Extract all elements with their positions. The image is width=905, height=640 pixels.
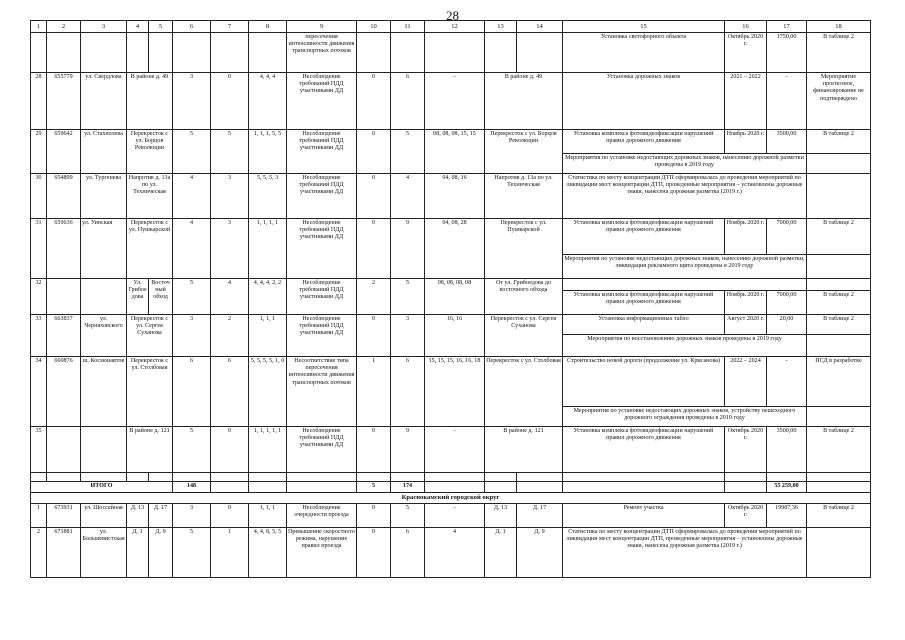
table-cell: 5: [391, 279, 425, 315]
table-cell: 34: [31, 357, 47, 427]
table-cell: Напротив д. 13а по ул. Техническая: [485, 174, 563, 219]
header-cell: 1: [31, 21, 47, 33]
table-cell: 2: [211, 315, 249, 357]
table-cell: Несоблюдение требований ПДД участниками ДД: [287, 174, 357, 219]
table-cell: 3: [173, 503, 211, 527]
table-cell: В таблице 2: [807, 219, 871, 255]
table-cell: Превышение скоростного режима, нарушение правил проезда: [287, 527, 357, 577]
table-row: [31, 219, 871, 255]
table-cell: Ремонт участка: [563, 503, 725, 527]
table-cell: 32: [31, 279, 47, 315]
table-cell: 5: [173, 427, 211, 473]
header-cell: 9: [287, 21, 357, 33]
header-cell: 14: [517, 21, 563, 33]
table-cell: ул. Тургенева: [81, 174, 127, 219]
table-cell: Восточный обход: [149, 279, 173, 315]
table-cell: Строительство новой дороги (продолжение ул. Крисанова): [563, 357, 725, 407]
table-cell: 4: [425, 527, 485, 577]
table-cell: 4: [211, 279, 249, 315]
table-cell: 673931: [47, 503, 81, 527]
table-cell: Установка комплекса фотовидеофиксации нарушений правил дорожного движения: [563, 291, 725, 315]
table-cell: 5: [211, 130, 249, 174]
header-cell: 11: [391, 21, 425, 33]
table-cell: Август 2020 г.: [725, 315, 767, 335]
table-cell: 5: [391, 503, 425, 527]
total-row: [31, 482, 871, 493]
table-row: [31, 130, 871, 154]
header-row: [31, 21, 871, 33]
table-cell: Д. 1: [127, 527, 149, 577]
table-cell: ул. Уинская: [81, 219, 127, 279]
table-cell: 4, 4, 4, 2, 2: [249, 279, 287, 315]
table-cell: -: [425, 503, 485, 527]
header-cell: 8: [249, 21, 287, 33]
table-cell: Несоблюдение требований ПДД участниками ДД: [287, 130, 357, 174]
table-cell: 3500,00: [767, 130, 807, 154]
table-cell: 0: [357, 73, 391, 130]
table-cell: 3: [391, 315, 425, 357]
table-cell: В таблице 2: [807, 503, 871, 527]
table-cell: 1, 1, 1, 1, 1: [249, 427, 287, 473]
table-cell: Статистика по месту концентрации ДТП сформировалась до проведения мероприятий по ликвидации мест концентрации ДТП, проведенные мероприятия – установлены дорожные знаки, нанесена дорожная разметка (2019 г.): [563, 174, 807, 219]
table-cell: 6: [391, 357, 425, 427]
table-cell: Д. 17: [517, 503, 563, 527]
table-cell: 0: [211, 73, 249, 130]
table-cell: 29: [31, 130, 47, 174]
table-cell: 0: [211, 503, 249, 527]
table-cell: В таблице 2: [807, 33, 871, 73]
table-cell: 659642: [47, 130, 81, 174]
table-cell: 1, 1, 1, 5, 5: [249, 130, 287, 174]
table-row: [31, 357, 871, 407]
table-cell: В районе д. 121: [485, 427, 563, 473]
table-cell: Несоблюдение требований ПДД участниками ДД: [287, 427, 357, 473]
table-cell: 08, 08, 08, 08: [425, 279, 485, 315]
table-cell: 4, 4, 8, 5, 5: [249, 527, 287, 577]
header-cell: 2: [47, 21, 81, 33]
table-cell: пересечения интенсивности движения транспортных потоков: [287, 33, 357, 73]
table-cell: 19987,36: [767, 503, 807, 527]
table-cell: 5: [391, 130, 425, 174]
table-cell: Мероприятие прогнозное, финансирование не подтверждено: [807, 73, 871, 130]
table-cell: ул. Свердлова: [81, 73, 127, 130]
table-cell: Мероприятия по установке недостающих дорожных знаков, нанесению дорожной разметки проведены в 2019 году: [563, 154, 807, 174]
table-cell: 1: [31, 503, 47, 527]
header-cell: 5: [149, 21, 173, 33]
table-cell: Ноябрь 2020 г.: [725, 291, 767, 315]
table-cell: 0: [357, 503, 391, 527]
table-cell: В районе д. 121: [127, 427, 173, 473]
header-cell: 13: [485, 21, 517, 33]
table-cell: В районе д. 49: [127, 73, 173, 130]
table-cell: 3500,00: [767, 427, 807, 473]
table-row: [31, 33, 871, 73]
table-cell: Мероприятия по установке недостающих дорожных знаков, нанесению дорожной разметки, ликвидации рекламного щита проведены в 2019 году: [563, 255, 807, 279]
table-cell: Несоблюдение требований ПДД участниками ДД: [287, 315, 357, 357]
page-number: 28: [446, 8, 459, 23]
table-cell: ПСД в разработке: [807, 357, 871, 407]
table-cell: Перекресток с ул. Борцов Революции: [127, 130, 173, 174]
table-cell: Октябрь 2020 г.: [725, 33, 767, 73]
table-cell: 0: [357, 130, 391, 174]
table-cell: 33: [31, 315, 47, 357]
table-cell: 3: [211, 219, 249, 279]
table-cell: 20,00: [767, 315, 807, 335]
table-cell: 3: [211, 174, 249, 219]
table-cell: От ул. Грибоедова до восточного обхода: [485, 279, 563, 315]
table-cell: 5: [173, 527, 211, 577]
table-row: [31, 527, 871, 577]
table-cell: В таблице 2: [807, 427, 871, 473]
table-cell: 5, 5, 5, 3: [249, 174, 287, 219]
header-cell: 3: [81, 21, 127, 33]
table-cell: Перекресток с ул. Борцов Революции: [485, 130, 563, 174]
table-cell: 9: [391, 219, 425, 279]
table-cell: 28: [31, 73, 47, 130]
table-cell: Несоблюдение требований ПДД участниками ДД: [287, 219, 357, 279]
table-cell: 04, 08, 16: [425, 174, 485, 219]
table-cell: 1, 1, 1, 1: [249, 219, 287, 279]
table-cell: -: [425, 73, 485, 130]
table-row: [31, 473, 871, 482]
table-cell: Установка комплекса фотовидеофиксации нарушений правил дорожного движения: [563, 427, 725, 473]
table-cell: 4: [173, 174, 211, 219]
table-cell: 654899: [47, 174, 81, 219]
table-cell: 0: [211, 427, 249, 473]
table-cell: ш. Космонавтов: [81, 357, 127, 427]
table-cell: Д. 13: [127, 503, 149, 527]
table-cell: -: [767, 73, 807, 130]
table-cell: 3: [173, 315, 211, 357]
table-cell: 671881: [47, 527, 81, 577]
table-cell: 148: [173, 482, 211, 493]
table-cell: 663837: [47, 315, 81, 357]
table-cell: 30: [31, 174, 47, 219]
table-cell: 9: [391, 427, 425, 473]
table-row: [31, 73, 871, 130]
table-cell: 4, 4, 4: [249, 73, 287, 130]
table-cell: 7000,00: [767, 291, 807, 315]
table-cell: 5: [357, 482, 391, 493]
table-cell: 15, 15, 15, 16, 16, 18: [425, 357, 485, 427]
table-cell: 0: [357, 527, 391, 577]
table-cell: 6: [173, 357, 211, 427]
table-cell: 08, 08, 08, 15, 15: [425, 130, 485, 174]
header-cell: 7: [211, 21, 249, 33]
table-cell: 1: [357, 357, 391, 427]
district-row: [31, 493, 871, 504]
header-cell: 16: [725, 21, 767, 33]
header-cell: 4: [127, 21, 149, 33]
table-cell: 3: [173, 73, 211, 130]
table-cell: -: [767, 357, 807, 407]
district-heading: Краснокамский городской округ: [31, 493, 871, 504]
table-cell: Перекресток с ул. Пушкарской: [485, 219, 563, 279]
table-cell: Установка комплекса фотовидеофиксации нарушений правил дорожного движения: [563, 130, 725, 154]
header-cell: 18: [807, 21, 871, 33]
table-cell: Перекресток с ул. Сергея Суханова: [485, 315, 563, 357]
total-label: ИТОГО: [31, 482, 173, 493]
table-cell: Октябрь 2020 г.: [725, 503, 767, 527]
header-cell: 10: [357, 21, 391, 33]
table-cell: 5, 5, 5, 5, 1, 0: [249, 357, 287, 427]
table-cell: 660876: [47, 357, 81, 427]
table-cell: ул. Черняховского: [81, 315, 127, 357]
header-cell: 17: [767, 21, 807, 33]
table-row: [31, 503, 871, 527]
table-cell: 6: [211, 357, 249, 427]
table-cell: 1, 1, 1: [249, 503, 287, 527]
table-cell: Перекресток с ул. Пушкарской: [127, 219, 173, 279]
table-cell: ул. Шоссейная: [81, 503, 127, 527]
table-cell: 0: [357, 174, 391, 219]
table-cell: Октябрь 2020 г.: [725, 427, 767, 473]
table-cell: 5: [173, 279, 211, 315]
table-cell: 0: [357, 315, 391, 357]
table-cell: В таблице 2: [807, 315, 871, 335]
table-cell: Статистика по месту концентрации ДТП сформировалась до проведения мероприятий по ликвидации мест концентрации ДТП, проведенные мероприятия – установлены дорожные знаки, нанесена дорожная разметка (2019 г.): [563, 527, 807, 577]
table-cell: Перекресток с ул. Сергея Суханова: [127, 315, 173, 357]
table-cell: Напротив д. 13а по ул. Техническая: [127, 174, 173, 219]
table-cell: 6: [391, 73, 425, 130]
table-cell: В таблице 2: [807, 291, 871, 315]
table-cell: 04, 08, 28: [425, 219, 485, 279]
table-cell: В таблице 2: [807, 130, 871, 154]
table-cell: Установка информационных табло: [563, 315, 725, 335]
table-cell: Несоблюдение требований ПДД участниками ДД: [287, 279, 357, 315]
header-cell: 15: [563, 21, 725, 33]
table-cell: 2021 – 2022: [725, 73, 767, 130]
header-cell: 6: [173, 21, 211, 33]
table-cell: 0: [357, 427, 391, 473]
table-cell: 2022 – 2024: [725, 357, 767, 407]
table-cell: 4: [391, 174, 425, 219]
table-cell: 174: [391, 482, 425, 493]
table-cell: Перекресток с ул. Столбовая: [127, 357, 173, 427]
header-cell: 12: [425, 21, 485, 33]
table-cell: 655779: [47, 73, 81, 130]
table-cell: 2: [31, 527, 47, 577]
table-cell: 2: [357, 279, 391, 315]
table-cell: 7000,00: [767, 219, 807, 255]
table-cell: Несоответствие типа пересечения интенсивности движения транспортных потоков: [287, 357, 357, 427]
table-cell: Установка светофорного объекта: [563, 33, 725, 73]
table-row: [31, 315, 871, 335]
table-cell: Ноябрь 2020 г.: [725, 130, 767, 154]
table-cell: 6: [391, 527, 425, 577]
table-cell: В районе д. 49: [485, 73, 563, 130]
table-cell: Д. 13: [485, 503, 517, 527]
table-cell: -: [425, 427, 485, 473]
table-cell: Ул. Грибоедова: [127, 279, 149, 315]
table-row: [31, 427, 871, 473]
table-cell: 1750,00: [767, 33, 807, 73]
table-row: [31, 174, 871, 219]
table-cell: 31: [31, 219, 47, 279]
table-cell: Мероприятия по восстановлению дорожных знаков проведены в 2019 году: [563, 335, 807, 357]
table-cell: Несоблюдение требований ПДД участниками ДД: [287, 73, 357, 130]
table-cell: Д. 9: [517, 527, 563, 577]
table-cell: 35: [31, 427, 47, 473]
table-cell: 0: [357, 219, 391, 279]
table-cell: Перекресток с ул. Столбовая: [485, 357, 563, 427]
table-cell: 16, 16: [425, 315, 485, 357]
table-cell: ул. Большевистская: [81, 527, 127, 577]
table-cell: ул. Стахнолева: [81, 130, 127, 174]
table-cell: 55 259,00: [767, 482, 807, 493]
table-cell: Установка комплекса фотовидеофиксации нарушений правил дорожного движения: [563, 219, 725, 255]
table-cell: Мероприятия по установке недостающих дорожных знаков, устройству пешеходного дорожного ограждения проведены в 2019 году: [563, 407, 807, 427]
table-cell: Несоблюдение очередности проезда: [287, 503, 357, 527]
table-row: [31, 279, 871, 291]
table-cell: Д. 17: [149, 503, 173, 527]
table-cell: 1, 1, 1: [249, 315, 287, 357]
table-cell: Установка дорожных знаков: [563, 73, 725, 130]
table-cell: 5: [173, 130, 211, 174]
measures-table: [30, 20, 871, 578]
table-cell: Д. 9: [149, 527, 173, 577]
table-cell: 1: [211, 527, 249, 577]
table-cell: Д. 1: [485, 527, 517, 577]
table-cell: 659636: [47, 219, 81, 279]
table-cell: Ноябрь 2020 г.: [725, 219, 767, 255]
table-cell: 4: [173, 219, 211, 279]
